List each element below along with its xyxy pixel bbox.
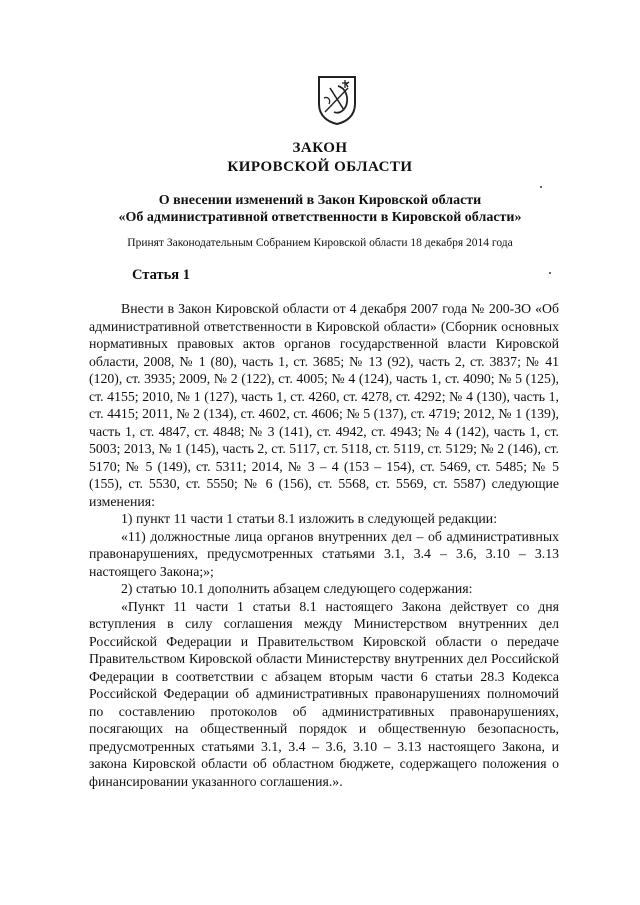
article-heading: Статья 1	[132, 267, 190, 283]
subtitle-line-2: «Об административной ответственности в Кировской области»	[118, 210, 522, 225]
paragraph-item-1: 1) пункт 11 части 1 статьи 8.1 изложить в следующей редакции:	[121, 511, 498, 526]
subtitle-line-1: О внесении изменений в Закон Кировской области	[158, 193, 482, 208]
law-title: ЗАКОН	[292, 140, 348, 156]
article-body	[89, 300, 559, 790]
paragraph-quote-1: «11) должностные лица органов внутренних дел – об административных правонарушениях, предусмотренных статьями 3.1, 3.4 – 3.6, 3.10 – 3.13 настоящего Закона;»;	[89, 528, 559, 579]
paragraph-item-2: 2) статью 10.1 дополнить абзацем следующего содержания:	[121, 581, 473, 596]
law-region-title: КИРОВСКОЙ ОБЛАСТИ	[227, 159, 413, 175]
paragraph-intro: Внести в Закон Кировской области от 4 декабря 2007 года № 200-ЗО «Об административной ответственности в Кировской области» (Сборник основных нормативных правовых актов органов государственной власти Кировской области, 2008, № 1 (80), часть 1, ст. 3685; № 13 (92), часть 2, ст. 3837; № 41 (120), ст. 3935; 2009, № 2 (122), ст. 4005; № 4 (124), часть 1, ст. 4090; № 5 (125), ст. 4155; 2010, № 1 (127), часть 1, ст. 4260, ст. 4278, ст. 4292; № 4 (130), часть 1, ст. 4415; 2011, № 2 (134), ст. 4602, ст. 4606; № 5 (137), ст. 4719; 2012, № 1 (139), часть 1, ст. 4847, ст. 4848; № 3 (141), ст. 4942, ст. 4943; № 4 (142), часть 1, ст. 5003; 2013, № 1 (145), часть 2, ст. 5117, ст. 5118, ст. 5119, ст. 5129; № 2 (146), ст. 5170; № 5 (149), ст. 5311; 2014, № 3 – 4 (153 – 154), ст. 5469, ст. 5485; № 5 (155), ст. 5530, ст. 5550; № 6 (156), ст. 5568, ст. 5569, ст. 5587) следующие изменения:	[89, 301, 559, 509]
scan-speck	[540, 186, 542, 188]
scan-speck	[549, 272, 551, 274]
coat-of-arms-icon	[316, 74, 358, 126]
law-subtitle	[0, 192, 640, 226]
adoption-statement: Принят Законодательным Собранием Кировской области 18 декабря 2014 года	[127, 237, 513, 249]
paragraph-quote-2: «Пункт 11 части 1 статьи 8.1 настоящего Закона действует со дня вступления в силу соглашения между Министерством внутренних дел Российской Федерации и Правительством Кировской области о передаче Правительством Кировской области Министерству внутренних дел Российской Федерации в соответствии с абзацем вторым части 6 статьи 28.3 Кодекса Российской Федерации об административных правонарушениях полномочий по составлению протоколов об административных правонарушениях, посягающих на общественный порядок и общественную безопасность, предусмотренных статьями 3.1, 3.4 – 3.6, 3.10 – 3.13 настоящего Закона, и закона Кировской области об областном бюджете, содержащего положения о финансировании указанного соглашения.».	[89, 598, 559, 789]
